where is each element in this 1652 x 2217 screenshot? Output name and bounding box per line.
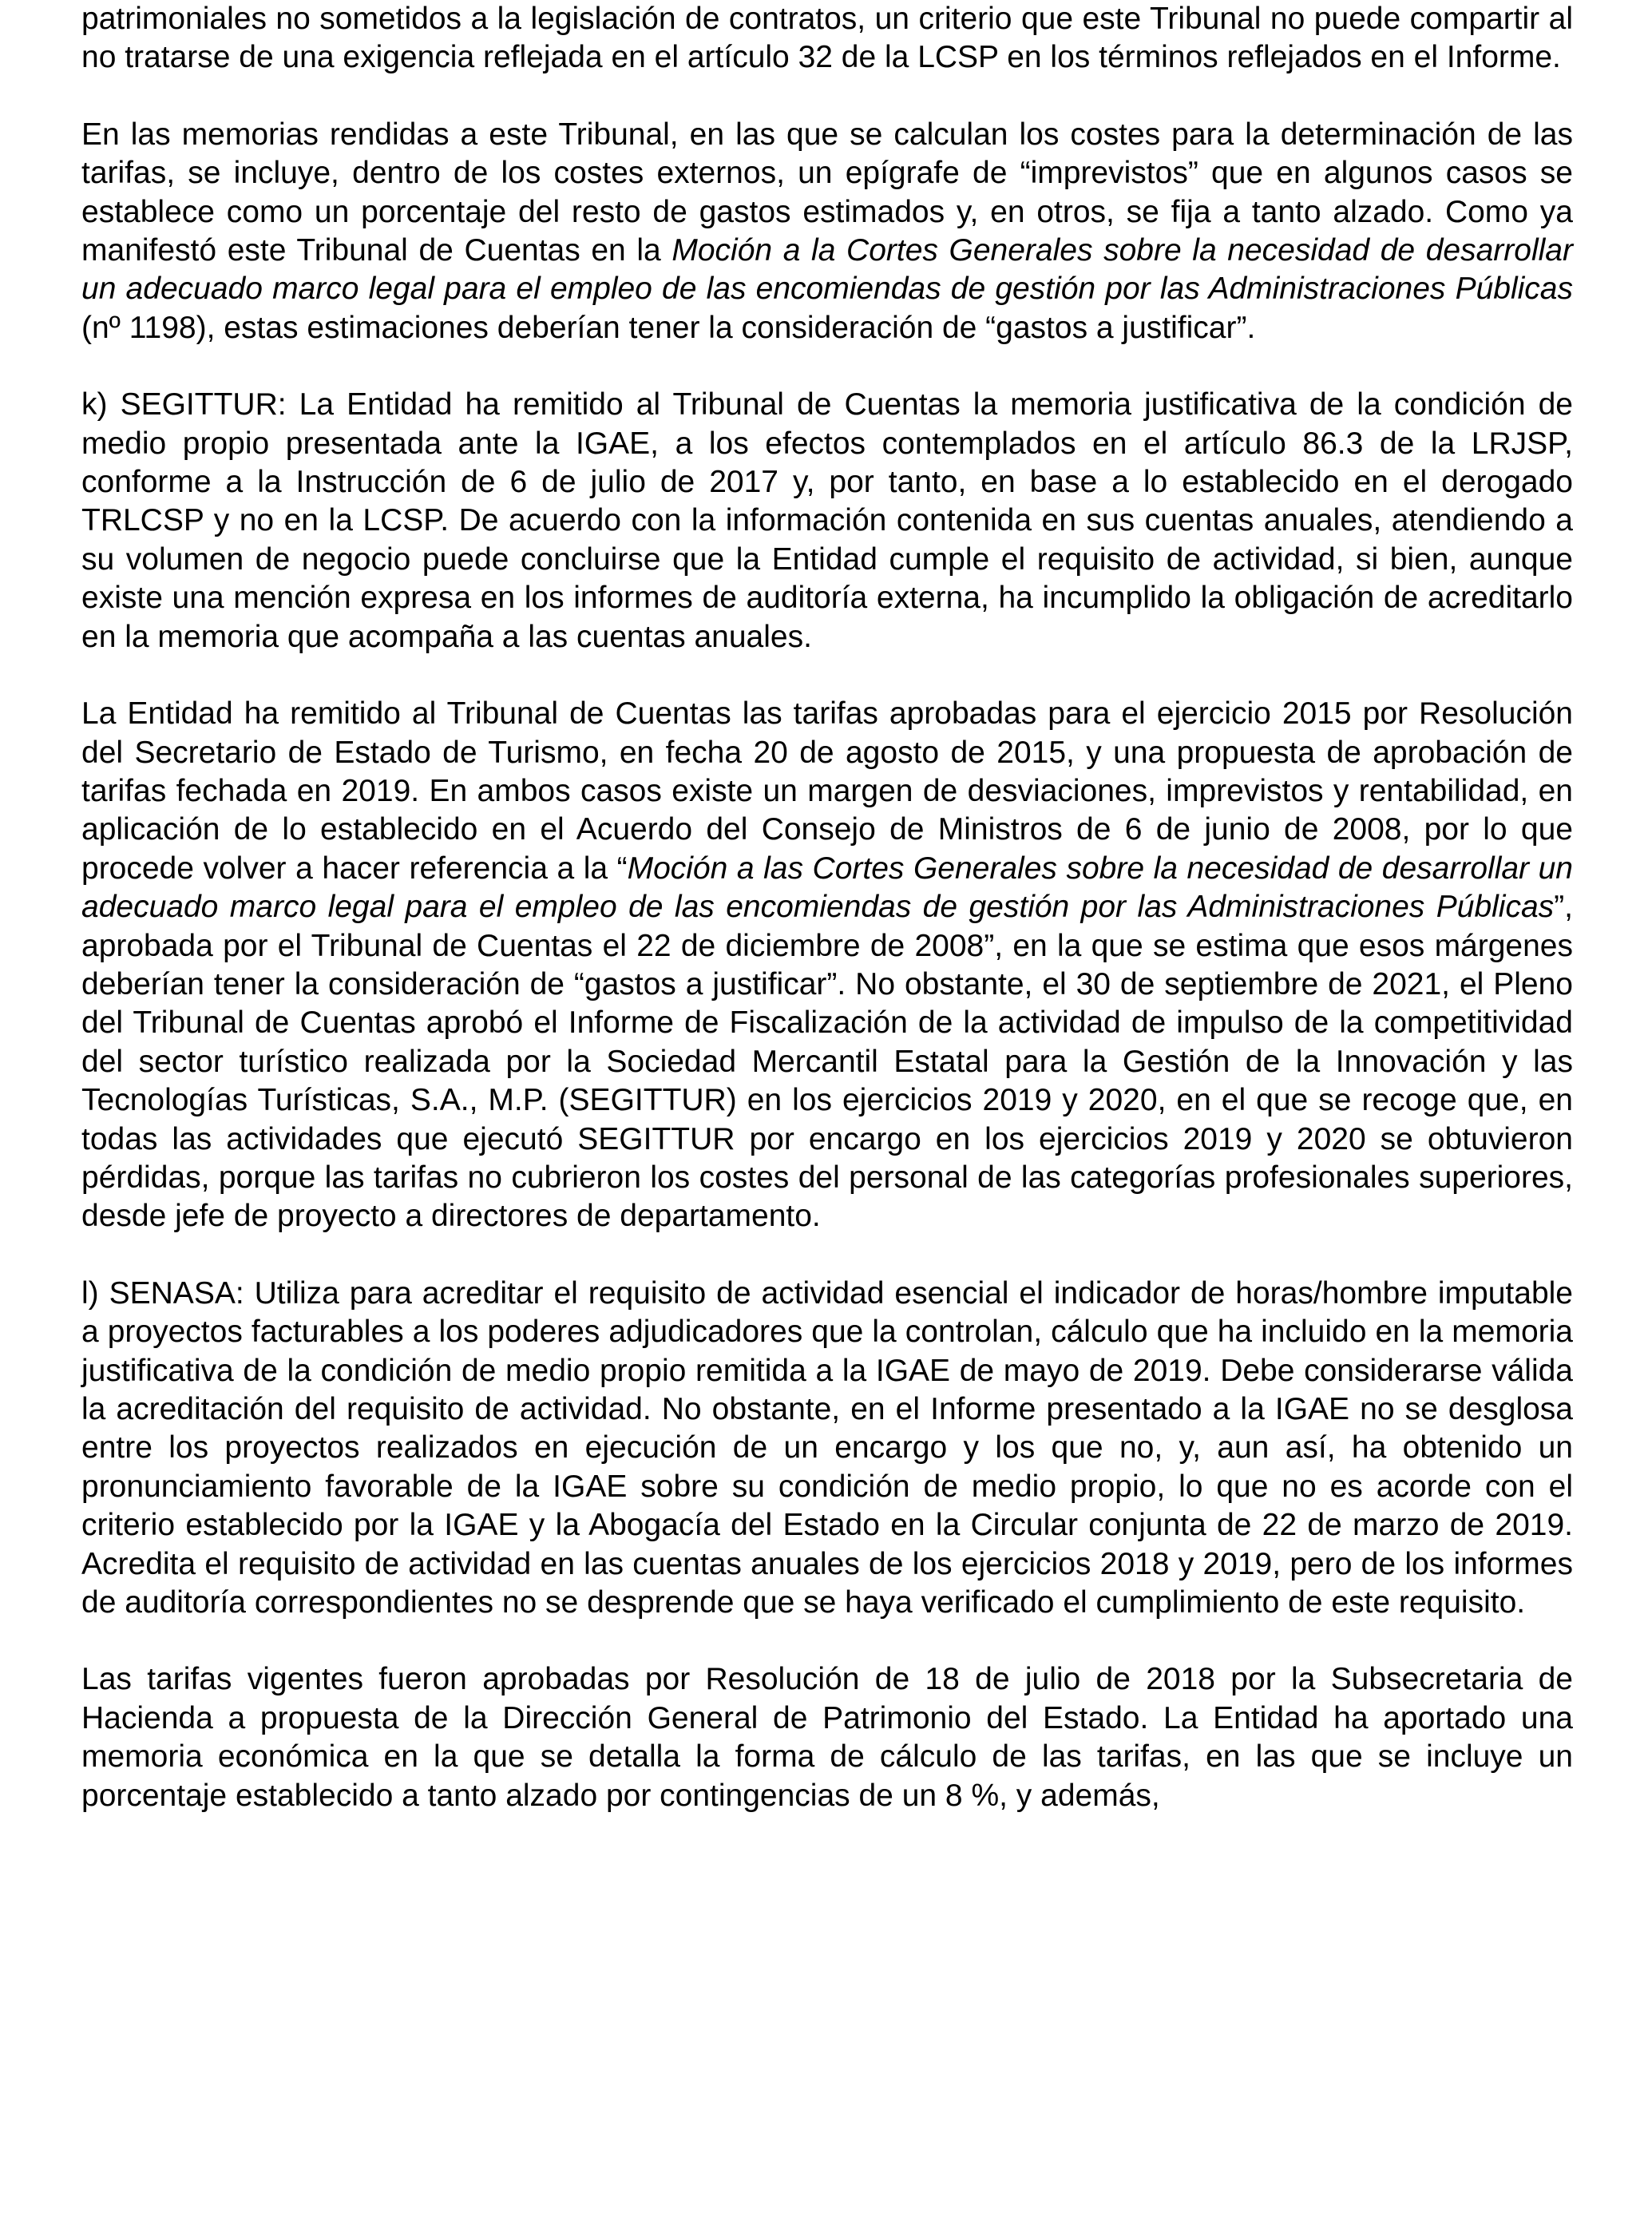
paragraph-text: La Entidad ha remitido al Tribunal de Cuentas las tarifas aprobadas para el ejercicio 2015 por Resolución del Secretario de Estado de Turismo, en fecha 20 de agosto de 2015, y una propuesta de aprobación de tarifas fechada en 2019. En ambos casos existe un margen de desviaciones, imprevistos y rentabilidad, en aplicación de lo establecido en el Acuerdo del Consejo de Ministros de 6 de junio de 2008, por lo que procede volver a hacer referencia a la “ (81, 696, 1573, 886)
paragraph-text: En las memorias rendidas a este Tribunal, en las que se calculan los costes para la determinación de las tarifas, se incluye, dentro de los costes externos, un epígrafe de “imprevistos” que en algunos casos se establece como un porcentaje del resto de gastos estimados y, en otros, se fija a tanto alzado. Como ya manifestó este Tribunal de Cuentas en la (81, 117, 1573, 268)
paragraph-senasa (81, 1275, 1573, 1623)
document-page (81, 0, 1573, 1854)
paragraph-tarifas-vigentes (81, 1660, 1573, 1815)
paragraph-text: l) SENASA: Utiliza para acreditar el requisito de actividad esencial el indicador de horas/hombre imputable a proyectos facturables a los poderes adjudicadores que la controlan, cálculo que ha incluido en la memoria justificativa de la condición de medio propio remitida a la IGAE de mayo de 2019. Debe considerarse válida la acreditación del requisito de actividad. No obstante, en el Informe presentado a la IGAE no se desglosa entre los proyectos realizados en ejecución de un encargo y los que no, y, aun así, ha obtenido un pronunciamiento favorable de la IGAE sobre su condición de medio propio, lo que no es acorde con el criterio establecido por la IGAE y la Abogacía del Estado en la Circular conjunta de 22 de marzo de 2019. Acredita el requisito de actividad en las cuentas anuales de los ejercicios 2018 y 2019, pero de los informes de auditoría correspondientes no se desprende que se haya verificado el cumplimiento de este requisito. (81, 1275, 1573, 1620)
paragraph-text: Las tarifas vigentes fueron aprobadas por Resolución de 18 de julio de 2018 por la Subsecretaria de Hacienda a propuesta de la Dirección General de Patrimonio del Estado. La Entidad ha aportado una memoria económica en la que se detalla la forma de cálculo de las tarifas, en las que se incluye un porcentaje establecido a tanto alzado por contingencias de un 8 %, y además, (81, 1662, 1573, 1813)
paragraph-text: k) SEGITTUR: La Entidad ha remitido al Tribunal de Cuentas la memoria justificativa de la condición de medio propio presentada ante la IGAE, a los efectos contemplados en el artículo 86.3 de la LRJSP, conforme a la Instrucción de 6 de julio de 2017 y, por tanto, en base a lo establecido en el derogado TRLCSP y no en la LCSP. De acuerdo con la información contenida en sus cuentas anuales, atendiendo a su volumen de negocio puede concluirse que la Entidad cumple el requisito de actividad, si bien, aunque existe una mención expresa en los informes de auditoría externa, ha incumplido la obligación de acreditarlo en la memoria que acompaña a las cuentas anuales. (81, 387, 1573, 654)
paragraph-segittur (81, 386, 1573, 656)
paragraph-text: (nº 1198), estas estimaciones deberían tener la consideración de “gastos a justificar”. (81, 310, 1256, 345)
mocion-title-italic: Moción a las Cortes Generales sobre la necesidad de desarrollar un adecuado marco legal para el empleo de las encomiendas de gestión por las Administraciones Públicas (81, 851, 1573, 925)
mocion-title-italic: Moción a la Cortes Generales sobre la necesidad de desarrollar un adecuado marco legal para el empleo de las encomiendas de gestión por las Administraciones Públicas (81, 233, 1573, 307)
paragraph-patrimoniales (81, 0, 1573, 77)
paragraph-text: ”, aprobada por el Tribunal de Cuentas el 22 de diciembre de 2008”, en la que se estima que esos márgenes deberían tener la consideración de “gastos a justificar”. No obstante, el 30 de septiembre de 2021, el Pleno del Tribunal de Cuentas aprobó el Informe de Fiscalización de la actividad de impulso de la competitividad del sector turístico realizada por la Sociedad Mercantil Estatal para la Gestión de la Innovación y las Tecnologías Turísticas, S.A., M.P. (SEGITTUR) en los ejercicios 2019 y 2020, en el que se recoge que, en todas las actividades que ejecutó SEGITTUR por encargo en los ejercicios 2019 y 2020 se obtuvieron pérdidas, porque las tarifas no cubrieron los costes del personal de las categorías profesionales superiores, desde jefe de proyecto a directores de departamento. (81, 890, 1573, 1234)
paragraph-memorias (81, 116, 1573, 347)
paragraph-text: patrimoniales no sometidos a la legislación de contratos, un criterio que este Tribunal no puede compartir al no tratarse de una exigencia reflejada en el artículo 32 de la LCSP en los términos reflejados en el Informe. (81, 2, 1573, 75)
paragraph-tarifas-segittur (81, 695, 1573, 1236)
